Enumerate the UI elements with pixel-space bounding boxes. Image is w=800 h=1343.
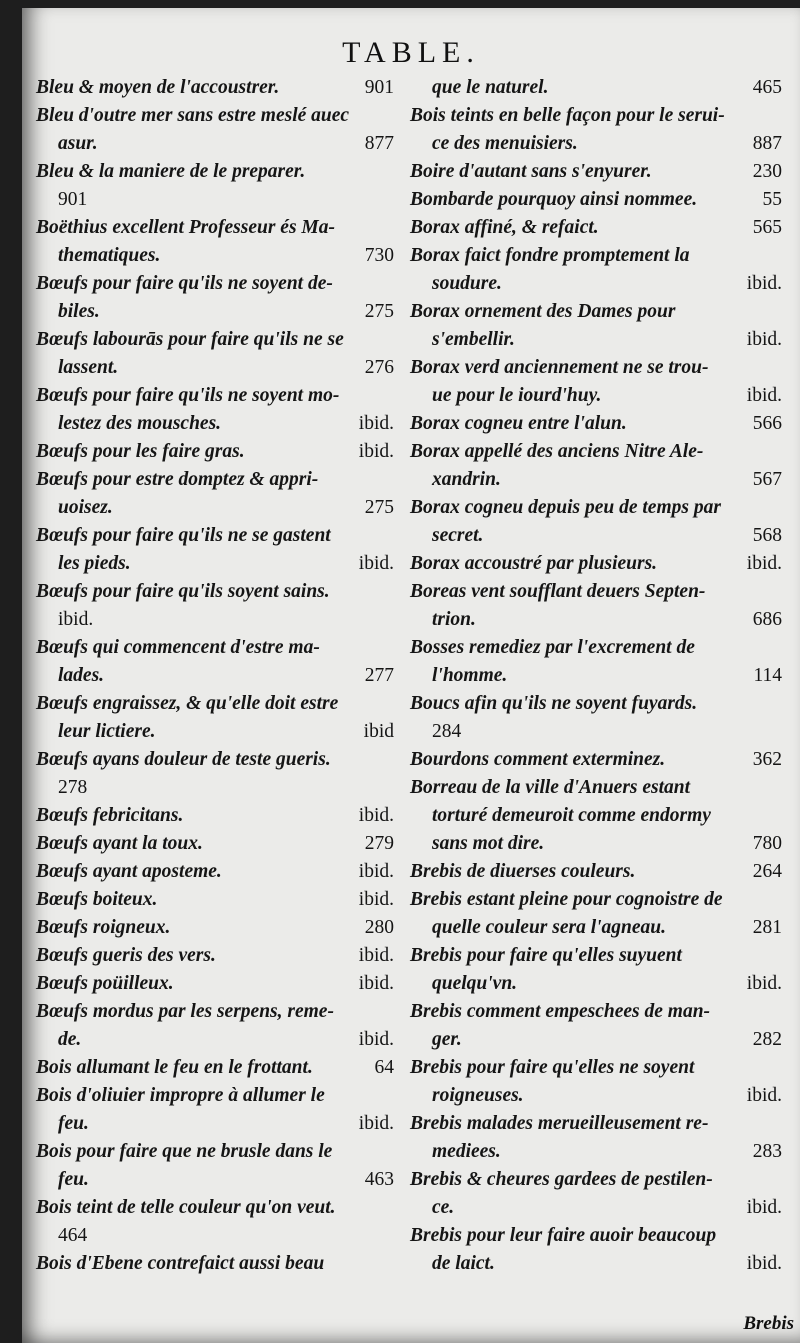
page-reference: 463 — [364, 1169, 394, 1190]
index-entry — [410, 886, 782, 942]
entry-text: Bœufs gueris des vers. — [36, 945, 216, 966]
entry-text: Brebis comment empeschees de man- — [410, 1001, 711, 1022]
entry-text: torturé demeuroit comme endormy — [432, 805, 711, 826]
entry-text: ger. — [432, 1029, 462, 1050]
page-reference: 277 — [364, 665, 394, 686]
index-entry — [410, 858, 782, 886]
entry-text: Bœufs pour faire qu'ils ne se gastent — [36, 525, 331, 546]
entry-text: trion. — [432, 609, 476, 630]
entry-text: sans mot dire. — [432, 833, 545, 854]
entry-text: Boreas vent soufflant deuers Septen- — [410, 581, 706, 602]
entry-text: ue pour le iourd'huy. — [432, 385, 602, 406]
index-entry — [410, 354, 782, 410]
page-reference: ibid. — [358, 805, 394, 826]
index-entry — [36, 1194, 394, 1250]
page-reference: 901 — [364, 77, 394, 98]
index-entry — [36, 970, 394, 998]
index-entry — [36, 466, 394, 522]
index-column-right — [410, 74, 782, 1278]
entry-text: de. — [58, 1029, 82, 1050]
entry-text: lades. — [58, 665, 105, 686]
index-entry — [36, 886, 394, 914]
entry-text: feu. — [58, 1113, 89, 1134]
entry-text: Borax accoustré par plusieurs. — [410, 553, 658, 574]
page-reference: 901 — [58, 189, 88, 210]
page-reference: 264 — [752, 861, 782, 882]
entry-text: quelle couleur sera l'agneau. — [432, 917, 667, 938]
entry-text: Brebis estant pleine pour cognoistre de — [410, 889, 723, 910]
entry-text: Borreau de la ville d'Anuers estant — [410, 777, 691, 798]
page-reference: ibid. — [358, 441, 394, 462]
entry-text: Bombarde pourquoy ainsi nommee. — [410, 189, 698, 210]
entry-text: Boucs afin qu'ils ne soyent fuyards. — [410, 693, 698, 714]
index-entry — [36, 942, 394, 970]
page-reference: 877 — [364, 133, 394, 154]
index-entry — [36, 690, 394, 746]
entry-text: Bosses remediez par l'excrement de — [410, 637, 695, 658]
page-reference: 275 — [364, 301, 394, 322]
entry-text: Borax cogneu depuis peu de temps par — [410, 497, 721, 518]
page-reference: 686 — [752, 609, 782, 630]
entry-text: Bœufs qui commencent d'estre ma- — [36, 637, 320, 658]
entry-text: Brebis & cheures gardees de pestilen- — [410, 1169, 713, 1190]
index-entry — [36, 746, 394, 802]
page-reference: 568 — [752, 525, 782, 546]
entry-text: Borax verd anciennement ne se trou- — [410, 357, 709, 378]
entry-text: Borax ornement des Dames pour — [410, 301, 676, 322]
entry-text: Brebis pour faire qu'elles ne soyent — [410, 1057, 695, 1078]
page-reference: 284 — [432, 721, 462, 742]
entry-text: Bourdons comment exterminez. — [410, 749, 666, 770]
page-reference: ibid. — [746, 973, 782, 994]
entry-text: Bois d'Ebene contrefaict aussi beau — [36, 1253, 325, 1274]
entry-text: Brebis de diuerses couleurs. — [410, 861, 636, 882]
entry-text: Bois teint de telle couleur qu'on veut. — [36, 1197, 336, 1218]
index-entry — [410, 774, 782, 858]
page-title: TABLE. — [342, 36, 480, 69]
book-page — [22, 8, 800, 1343]
index-entry — [36, 382, 394, 438]
index-entry — [36, 634, 394, 690]
entry-text: Bœufs mordus par les serpens, reme- — [36, 1001, 334, 1022]
catchword: Brebis — [743, 1313, 794, 1334]
page-reference: 280 — [364, 917, 394, 938]
index-entry — [36, 578, 394, 634]
page-reference: 730 — [364, 245, 394, 266]
entry-text: quelqu'vn. — [432, 973, 518, 994]
index-entry — [410, 550, 782, 578]
index-entry — [410, 158, 782, 186]
page-reference: 64 — [374, 1057, 394, 1078]
page-reference: 114 — [753, 665, 782, 686]
entry-text: ce. — [432, 1197, 455, 1218]
index-entry — [410, 214, 782, 242]
entry-text: les pieds. — [58, 553, 131, 574]
entry-text: uoisez. — [58, 497, 113, 518]
entry-text: secret. — [432, 525, 484, 546]
index-entry — [36, 1138, 394, 1194]
index-entry — [36, 214, 394, 270]
page-reference: 279 — [364, 833, 394, 854]
entry-text: roigneuses. — [432, 1085, 524, 1106]
index-entry — [410, 242, 782, 298]
page-reference: ibid. — [746, 553, 782, 574]
index-entry — [36, 1082, 394, 1138]
page-reference: 362 — [752, 749, 782, 770]
index-entry — [36, 438, 394, 466]
page-reference: 282 — [752, 1029, 782, 1050]
page-reference: ibid. — [358, 973, 394, 994]
entry-text: que le naturel. — [432, 77, 549, 98]
page-reference: 230 — [752, 161, 782, 182]
page-reference: 887 — [752, 133, 782, 154]
entry-text: Bœufs engraissez, & qu'elle doit estre — [36, 693, 339, 714]
page-reference: ibid. — [358, 553, 394, 574]
index-entry — [410, 1222, 782, 1278]
entry-text: Bœufs boiteux. — [36, 889, 158, 910]
entry-text: Bœufs pour faire qu'ils ne soyent de- — [36, 273, 333, 294]
entry-text: feu. — [58, 1169, 89, 1190]
index-entry — [36, 102, 394, 158]
index-entry — [410, 186, 782, 214]
index-entry — [36, 914, 394, 942]
index-entry — [36, 1054, 394, 1082]
page-reference: 465 — [752, 77, 782, 98]
entry-text: Bœufs febricitans. — [36, 805, 184, 826]
entry-text: Borax faict fondre promptement la — [410, 245, 690, 266]
page-reference: 283 — [752, 1141, 782, 1162]
entry-text: Bœufs labourās pour faire qu'ils ne se — [36, 329, 344, 350]
index-entry — [410, 494, 782, 550]
entry-text: soudure. — [432, 273, 502, 294]
page-reference: 780 — [752, 833, 782, 854]
entry-text: ce des menuisiers. — [432, 133, 578, 154]
index-entry — [410, 102, 782, 158]
page-reference: ibid. — [358, 1113, 394, 1134]
entry-text: s'embellir. — [432, 329, 515, 350]
entry-text: Bois d'oliuier impropre à allumer le — [36, 1085, 325, 1106]
page-reference: 278 — [58, 777, 88, 798]
entry-text: Bœufs pour faire qu'ils ne soyent mo- — [36, 385, 340, 406]
entry-text: Bœufs poüilleux. — [36, 973, 174, 994]
entry-text: Bœufs ayant aposteme. — [36, 861, 222, 882]
index-entry — [36, 270, 394, 326]
page-reference: ibid. — [746, 1253, 782, 1274]
index-entry — [410, 1166, 782, 1222]
page-reference: ibid. — [746, 329, 782, 350]
entry-text: Bois pour faire que ne brusle dans le — [36, 1141, 333, 1162]
entry-text: Brebis pour leur faire auoir beaucoup — [410, 1225, 717, 1246]
entry-text: xandrin. — [432, 469, 501, 490]
page-reference: 281 — [752, 917, 782, 938]
index-entry — [36, 74, 394, 102]
entry-text: Bœufs roigneux. — [36, 917, 171, 938]
page-reference: 567 — [752, 469, 782, 490]
page-reference: 275 — [364, 497, 394, 518]
entry-text: Boëthius excellent Professeur és Ma- — [36, 217, 335, 238]
page-reference: ibid. — [358, 1029, 394, 1050]
index-entry — [410, 578, 782, 634]
entry-text: Bœufs ayans douleur de teste gueris. — [36, 749, 331, 770]
index-entry — [410, 746, 782, 774]
entry-text: Bois teints en belle façon pour le serui- — [410, 105, 725, 126]
entry-text: Bœufs pour faire qu'ils soyent sains. — [36, 581, 330, 602]
index-entry — [410, 942, 782, 998]
index-entry — [36, 802, 394, 830]
index-entry — [410, 74, 782, 102]
entry-text: Borax appellé des anciens Nitre Ale- — [410, 441, 704, 462]
index-entry — [36, 830, 394, 858]
entry-text: Borax cogneu entre l'alun. — [410, 413, 627, 434]
index-entry — [410, 690, 782, 746]
page-reference: 565 — [752, 217, 782, 238]
index-entry — [36, 522, 394, 578]
entry-text: l'homme. — [432, 665, 508, 686]
entry-text: Bois allumant le feu en le frottant. — [36, 1057, 313, 1078]
page-reference: ibid. — [746, 273, 782, 294]
index-entry — [410, 410, 782, 438]
entry-text: Bleu & la maniere de le preparer. — [36, 161, 306, 182]
entry-text: biles. — [58, 301, 100, 322]
page-reference: ibid. — [358, 889, 394, 910]
entry-text: lestez des mousches. — [58, 413, 222, 434]
index-entry — [36, 1250, 394, 1278]
entry-text: leur lictiere. — [58, 721, 156, 742]
page-reference: ibid. — [746, 1197, 782, 1218]
entry-text: asur. — [58, 133, 98, 154]
index-entry — [410, 634, 782, 690]
entry-text: Bœufs ayant la toux. — [36, 833, 203, 854]
page-reference: ibid. — [358, 413, 394, 434]
page-reference: 276 — [364, 357, 394, 378]
entry-text: Borax affiné, & refaict. — [410, 217, 599, 238]
entry-text: Boire d'autant sans s'enyurer. — [410, 161, 652, 182]
entry-text: lassent. — [58, 357, 119, 378]
entry-text: Brebis pour faire qu'elles suyuent — [410, 945, 682, 966]
entry-text: Brebis malades merueilleusement re- — [410, 1113, 709, 1134]
index-entry — [36, 998, 394, 1054]
index-column-left — [36, 74, 394, 1278]
index-entry — [410, 1110, 782, 1166]
page-reference: ibid. — [358, 945, 394, 966]
index-entry — [410, 438, 782, 494]
entry-text: Bleu & moyen de l'accoustrer. — [36, 77, 280, 98]
index-entry — [36, 158, 394, 214]
page-reference: ibid. — [358, 861, 394, 882]
page-reference: ibid. — [58, 609, 94, 630]
entry-text: thematiques. — [58, 245, 161, 266]
index-entry — [410, 998, 782, 1054]
entry-text: de laict. — [432, 1253, 495, 1274]
index-entry — [410, 1054, 782, 1110]
index-entry — [410, 298, 782, 354]
page-reference: ibid — [363, 721, 394, 742]
entry-text: Bleu d'outre mer sans estre meslé auec — [36, 105, 350, 126]
entry-text: mediees. — [432, 1141, 501, 1162]
page-reference: ibid. — [746, 385, 782, 406]
page-reference: 55 — [762, 189, 782, 210]
index-entry — [36, 326, 394, 382]
entry-text: Bœufs pour les faire gras. — [36, 441, 245, 462]
page-reference: ibid. — [746, 1085, 782, 1106]
index-entry — [36, 858, 394, 886]
entry-text: Bœufs pour estre domptez & appri- — [36, 469, 319, 490]
page-reference: 566 — [752, 413, 782, 434]
page-reference: 464 — [58, 1225, 88, 1246]
